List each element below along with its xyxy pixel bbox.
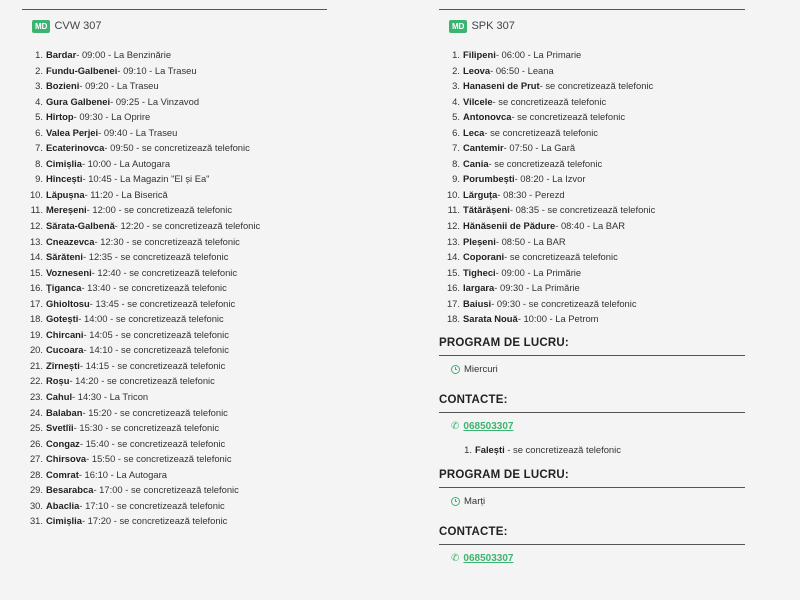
stop-number: 7. <box>452 142 460 154</box>
list-item <box>22 311 327 327</box>
list-item <box>22 498 327 514</box>
stop-number: 27. <box>29 453 43 465</box>
stop-number: 16. <box>29 282 43 294</box>
stop-name: Lărguța <box>463 188 498 200</box>
stop-details: - 09:00 - La Benzinărie <box>76 49 172 60</box>
route-header <box>439 10 745 42</box>
stop-name: Baiusi <box>463 297 492 309</box>
stop-number: 3. <box>452 80 460 92</box>
stop-name: Mereșeni <box>46 204 87 216</box>
stop-name: Hanaseni de Prut <box>463 80 540 92</box>
stop-name: Pleșeni <box>463 235 496 247</box>
stop-name: Vozneseni <box>46 266 92 278</box>
stop-name: Leca <box>463 126 485 138</box>
stop-details: - 10:45 - La Magazin "El și Ea" <box>82 173 210 185</box>
stop-number: 8. <box>35 157 43 169</box>
stop-name: Cantemir <box>463 142 504 154</box>
list-item <box>22 234 327 250</box>
stop-number: 5. <box>35 111 43 123</box>
stop-name: Congaz <box>46 437 80 449</box>
stop-name: Valea Perjei <box>46 126 99 138</box>
list-item <box>22 296 327 312</box>
stop-number: 9. <box>452 173 460 185</box>
stop-number: 5. <box>452 111 460 123</box>
stop-name: Sărata-Galbenă <box>46 220 115 232</box>
stop-details: - 14:05 - se concretizează telefonic <box>83 328 229 340</box>
stop-name: Filipeni <box>463 49 496 60</box>
stop-details: - 11:20 - La Biserică <box>84 188 168 200</box>
stop-number: 28. <box>29 468 43 480</box>
stop-number: 15. <box>446 266 460 278</box>
stop-number: 6. <box>452 126 460 138</box>
stop-number: 22. <box>29 375 43 387</box>
stop-details: - 17:10 - se concretizează telefonic <box>79 499 225 511</box>
list-item <box>439 311 745 327</box>
list-item <box>22 280 327 296</box>
list-item <box>22 436 327 452</box>
stop-name: Chircani <box>46 328 84 340</box>
stop-details: - 14:20 - se concretizează telefonic <box>69 375 215 387</box>
stop-number: 3. <box>35 80 43 92</box>
stop-details: - 07:50 - La Gară <box>503 142 576 154</box>
stop-name: Ţiganca <box>46 282 82 294</box>
list-item <box>22 420 327 436</box>
stop-details: - se concretizează telefonic <box>539 80 654 92</box>
stop-details: - 13:40 - se concretizează telefonic <box>81 282 227 294</box>
stop-number: 4. <box>452 95 460 107</box>
stop-name: Porumbești <box>463 173 515 185</box>
stop-name: Bardar <box>46 49 77 60</box>
stop-details: - 08:35 - se concretizează telefonic <box>509 204 656 216</box>
route-code: SPK 307 <box>471 20 515 32</box>
list-item <box>22 63 327 79</box>
stop-details: - se concretizează telefonic <box>484 126 598 138</box>
list-item <box>439 218 745 234</box>
route-code: CVW 307 <box>54 20 102 32</box>
stops-list <box>439 47 745 327</box>
stop-number: 9. <box>35 173 43 185</box>
stop-name: Hîncești <box>46 173 83 185</box>
phone-link[interactable]: 068503307 <box>463 553 514 565</box>
stop-name: Zîrnești <box>46 359 80 371</box>
stop-details: - 15:40 - se concretizează telefonic <box>79 437 226 449</box>
list-item <box>22 389 327 405</box>
stop-details: - se concretizează telefonic <box>492 95 607 107</box>
stop-name: Bozieni <box>46 80 80 92</box>
stop-details: - 08:20 - La Izvor <box>514 173 586 185</box>
stop-details: - 12:40 - se concretizează telefonic <box>91 266 238 278</box>
list-item <box>22 187 327 203</box>
md-badge: MD <box>449 20 467 33</box>
stop-number: 18. <box>446 313 460 325</box>
list-item <box>439 249 745 265</box>
contact-phone-row <box>439 545 745 573</box>
stop-details: - 12:30 - se concretizează telefonic <box>94 235 240 247</box>
stop-number: 11. <box>30 204 43 216</box>
stop-name: Antonovca <box>463 111 512 123</box>
stop-name: Cucoara <box>46 344 84 356</box>
stop-name: Coporani <box>463 251 505 263</box>
stop-number: 1. <box>452 49 460 60</box>
list-item <box>22 482 327 498</box>
stop-number: 12. <box>446 220 460 232</box>
stop-details: - 17:20 - se concretizează telefonic <box>81 515 228 527</box>
list-item <box>22 125 327 141</box>
list-item <box>439 234 745 250</box>
stop-number: 16. <box>446 282 460 294</box>
route-header <box>22 10 327 42</box>
program-day-row <box>439 488 745 516</box>
stop-number: 19. <box>29 328 43 340</box>
stop-details: - 14:00 - se concretizează telefonic <box>78 313 224 325</box>
stop-number: 31. <box>29 515 43 527</box>
clock-icon <box>451 365 460 374</box>
route-panel-left <box>22 0 327 529</box>
list-item <box>22 249 327 265</box>
stop-details: - 08:50 - La BAR <box>495 235 566 247</box>
contacts-title: CONTACTE: <box>439 394 745 413</box>
stop-number: 8. <box>452 157 460 169</box>
stop-details: - 14:30 - La Tricon <box>72 391 149 403</box>
stop-details: - 09:30 - La Primărie <box>494 282 580 294</box>
list-item <box>439 280 745 296</box>
stop-number: 23. <box>29 391 43 403</box>
stop-number: 2. <box>35 64 43 76</box>
stop-details: - 09:00 - La Primărie <box>495 266 582 278</box>
route-panel-right <box>439 0 745 573</box>
stop-details: - se concretizează telefonic <box>511 111 626 123</box>
list-item <box>439 109 745 125</box>
list-item <box>22 513 327 529</box>
phone-link[interactable]: 068503307 <box>463 421 514 433</box>
list-item <box>22 265 327 281</box>
stop-details: - 09:30 - se concretizează telefonic <box>491 297 637 309</box>
contacts-title: CONTACTE: <box>439 526 745 545</box>
stop-number: 10. <box>29 188 43 200</box>
stop-name: Tătărășeni <box>463 204 510 216</box>
stop-number: 13. <box>29 235 43 247</box>
stop-name: Vilcele <box>463 95 493 107</box>
stop-details: - 09:20 - La Traseu <box>79 80 159 92</box>
stop-name: Besarabca <box>46 484 94 496</box>
stop-name: Hîrtop <box>46 111 74 123</box>
contact-phone-row <box>439 413 745 441</box>
list-item <box>439 156 745 172</box>
stop-number: 30. <box>29 499 43 511</box>
stop-details: - 15:20 - se concretizează telefonic <box>82 406 228 418</box>
stop-name: Sarata Nouă <box>463 313 518 325</box>
stop-number: 10. <box>446 188 460 200</box>
stop-details: - 12:20 - se concretizează telefonic <box>114 220 261 232</box>
stop-number: 18. <box>29 313 43 325</box>
stop-number: 7. <box>35 142 43 154</box>
list-item <box>22 47 327 63</box>
stop-name: Gura Galbenei <box>46 95 111 107</box>
stop-details: - 15:50 - se concretizează telefonic <box>86 453 232 465</box>
stop-number: 26. <box>29 437 43 449</box>
stop-name: Cania <box>463 157 489 169</box>
stop-name: Cimișlia <box>46 515 82 527</box>
list-item <box>439 296 745 312</box>
stop-number: 6. <box>35 126 43 138</box>
stop-details: - 10:00 - La Petrom <box>517 313 599 325</box>
list-item <box>22 358 327 374</box>
stop-details: - 16:10 - La Autogara <box>78 468 167 480</box>
stop-details: - se concretizează telefonic <box>504 443 621 455</box>
list-item <box>439 63 745 79</box>
stop-name: Comrat <box>46 468 79 480</box>
section-header-cut <box>22 0 327 10</box>
list-item <box>439 171 745 187</box>
stop-name: Sărăteni <box>46 251 83 263</box>
program-title: PROGRAM DE LUCRU: <box>439 337 745 356</box>
stop-details: - 09:30 - La Oprire <box>73 111 151 123</box>
section-header-cut <box>439 0 745 10</box>
stop-name: Tigheci <box>463 266 496 278</box>
stop-number: 11. <box>447 204 460 216</box>
list-item <box>22 140 327 156</box>
stop-number: 14. <box>446 251 460 263</box>
stop-details: - 09:40 - La Traseu <box>98 126 178 138</box>
list-item <box>439 140 745 156</box>
stop-details: - se concretizează telefonic <box>504 251 618 263</box>
stop-details: - 14:10 - se concretizează telefonic <box>83 344 229 356</box>
stop-name: Svetlîi <box>46 422 74 434</box>
stop-details: - 08:40 - La BAR <box>555 220 626 232</box>
stop-number: 15. <box>29 266 43 278</box>
list-item <box>22 405 327 421</box>
stop-number: 17. <box>446 297 460 309</box>
stop-name: Fundu-Galbenei <box>46 64 118 76</box>
stop-name: Chirsova <box>46 453 87 465</box>
stop-details: - 17:00 - se concretizează telefonic <box>93 484 239 496</box>
stop-number: 29. <box>29 484 43 496</box>
stop-name: Cimișlia <box>46 157 82 169</box>
list-item <box>22 373 327 389</box>
stop-number: 13. <box>446 235 460 247</box>
stop-number: 24. <box>29 406 43 418</box>
stop-number: 20. <box>29 344 43 356</box>
list-item <box>22 78 327 94</box>
stop-details: - 09:50 - se concretizează telefonic <box>104 142 250 154</box>
stop-number: 14. <box>29 251 43 263</box>
stop-name: Ecaterinovca <box>46 142 105 154</box>
stop-details: - 14:15 - se concretizează telefonic <box>79 359 226 371</box>
stop-name: Roșu <box>46 375 70 387</box>
stops-list <box>22 47 327 529</box>
stop-number: 17. <box>29 297 43 309</box>
list-item <box>439 441 745 459</box>
stop-name: Balaban <box>46 406 83 418</box>
stop-details: - 08:30 - Perezd <box>497 188 565 200</box>
stop-name: Ghioltosu <box>46 297 90 309</box>
stop-name: Lăpușna <box>46 188 85 200</box>
stop-details: - 12:35 - se concretizează telefonic <box>83 251 229 263</box>
list-item <box>22 94 327 110</box>
list-item <box>439 78 745 94</box>
list-item <box>439 187 745 203</box>
stop-details: - 10:00 - La Autogara <box>81 157 171 169</box>
clock-icon <box>451 497 460 506</box>
list-item <box>439 265 745 281</box>
program-day: Marți <box>464 496 486 508</box>
program-day: Miercuri <box>464 364 498 376</box>
stop-details: - 09:10 - La Traseu <box>117 64 197 76</box>
stop-number: 4. <box>35 95 43 107</box>
stop-number: 1. <box>464 443 472 455</box>
list-item <box>439 94 745 110</box>
stop-details: - 15:30 - se concretizează telefonic <box>73 422 220 434</box>
stop-name: Gotești <box>46 313 79 325</box>
list-item <box>439 47 745 63</box>
list-item <box>22 202 327 218</box>
stop-name: Hănăsenii de Pădure <box>463 220 556 232</box>
stop-name: Cahul <box>46 391 73 403</box>
list-item <box>22 467 327 483</box>
md-badge: MD <box>32 20 50 33</box>
stop-details: - 12:00 - se concretizează telefonic <box>86 204 233 216</box>
stop-number: 2. <box>452 64 460 76</box>
stop-details: - 06:50 - Leana <box>490 64 554 76</box>
stop-name: Iargara <box>463 282 495 294</box>
list-item <box>22 342 327 358</box>
list-item <box>22 171 327 187</box>
stop-number: 21. <box>29 359 43 371</box>
stop-name: Falești <box>475 443 505 455</box>
list-item <box>22 218 327 234</box>
stop-number: 12. <box>29 220 43 232</box>
stop-name: Abaclia <box>46 499 80 511</box>
phone-icon: ✆ <box>451 421 460 433</box>
stop-details: - 06:00 - La Primarie <box>495 49 582 60</box>
phone-icon: ✆ <box>451 553 460 565</box>
list-item <box>22 109 327 125</box>
program-title: PROGRAM DE LUCRU: <box>439 469 745 488</box>
list-item <box>22 156 327 172</box>
stop-details: - 09:25 - La Vinzavod <box>110 95 200 107</box>
list-item <box>439 125 745 141</box>
program-day-row <box>439 356 745 384</box>
stop-name: Cneazevca <box>46 235 95 247</box>
list-item <box>22 451 327 467</box>
stop-number: 1. <box>35 49 43 60</box>
stop-name: Leova <box>463 64 491 76</box>
stop-details: - 13:45 - se concretizează telefonic <box>89 297 236 309</box>
stop-number: 25. <box>29 422 43 434</box>
list-item <box>439 202 745 218</box>
stop-details: - se concretizează telefonic <box>488 157 603 169</box>
list-item <box>22 327 327 343</box>
